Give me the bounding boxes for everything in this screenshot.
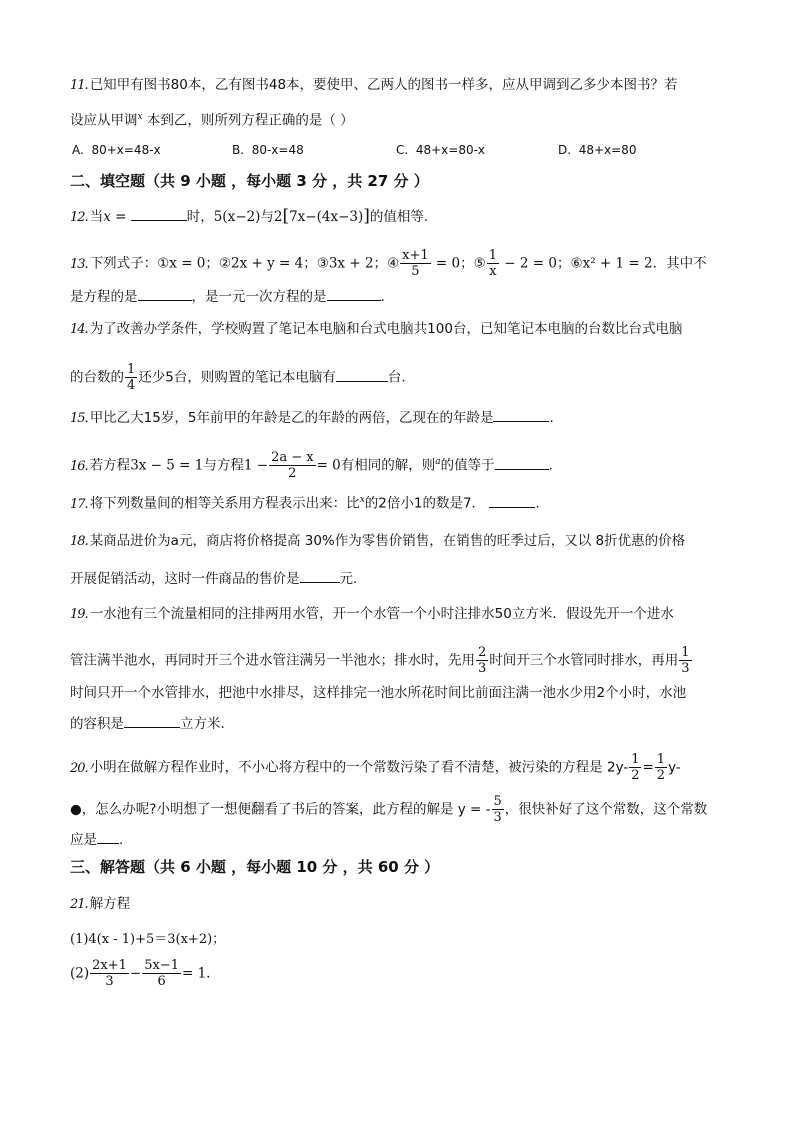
q19-line1 (70, 605, 674, 624)
q17-end: . (535, 495, 540, 512)
q18-number: 18. (70, 534, 88, 549)
q20-blank[interactable] (97, 830, 119, 844)
q15-text: 甲比乙大15岁，5年前甲的年龄是乙的年龄的两倍，乙现在的年龄是 (89, 410, 494, 426)
q16-text-3: 有相同的解，则 (340, 457, 436, 474)
q17-variable: x (359, 495, 365, 505)
frac-denominator: x (489, 264, 497, 279)
q14-text-line1: 为了改善办学条件，学校购置了笔记本电脑和台式电脑共100台，已知笔记本电脑的台数比台式电脑 (89, 321, 683, 337)
frac-denominator: 2 (656, 768, 666, 783)
frac-denominator: 2 (631, 768, 640, 783)
q13-text-1: 下列式子：① (89, 255, 170, 272)
q19-line2 (70, 645, 693, 676)
q12-number: 12. (70, 210, 88, 225)
q18-text-line1: 某商品进价为a元，商店将价格提高 30%作为零售价销售，在销售的旺季过后，又以 8折优惠的价格 (89, 533, 686, 549)
q16-frac (269, 450, 316, 481)
q20-frac-2 (655, 752, 667, 783)
q12-bracket-right: ] (363, 206, 370, 226)
q17-line (70, 491, 540, 514)
q21-frac-2 (142, 958, 181, 989)
q19-text-b: 时间开三个水管同时排水，再用 (489, 652, 679, 669)
q21-title: 解方程 (89, 896, 131, 912)
q12-expr-2-body: 7x−(4x−3) (289, 209, 364, 225)
q17-text-1: 将下列数量间的相等关系用方程表示出来：比 (89, 495, 360, 512)
frac-denominator: 2 (288, 466, 297, 481)
q14-frac (125, 362, 137, 393)
q18-text-a: 开展促销活动，这时一件商品的售价是 (70, 571, 300, 587)
q19-text-line1: 一水池有三个流量相同的注排两用水管，开一个水管一个小时注排水50立方米．假设先开一个进水 (89, 606, 674, 622)
q14-text-b: 还少5台，则购置的笔记本电脑有 (138, 369, 336, 386)
q21-rest: = 1． (182, 965, 220, 982)
q13-blank-1[interactable] (138, 287, 192, 301)
q12-var-x: x (103, 209, 111, 225)
q16-expr-2-a: 1 − (243, 457, 269, 474)
q20-frac-3 (492, 794, 504, 825)
q20-line1 (70, 752, 681, 783)
option-text: 48+x=80-x (415, 143, 486, 157)
q19-blank[interactable] (124, 714, 180, 728)
frac-denominator: 3 (681, 661, 690, 676)
frac-denominator: 3 (105, 974, 114, 989)
q16-blank[interactable] (495, 456, 549, 470)
q19-text-a: 管注满半池水，再同时开三个进水管注满另一半池水；排水时，先用 (70, 652, 475, 669)
q17-number: 17. (70, 496, 88, 512)
frac-numerator: 2a − x (271, 450, 314, 465)
q13-number: 13. (70, 256, 88, 272)
q20-text-line2-b: ，很快补好了这个常数，这个常数 (504, 801, 708, 818)
q13-text-line2-b: ，是一元一次方程的是 (191, 289, 327, 305)
q20-number: 20. (70, 760, 88, 776)
q13-text-3: ；③ (303, 255, 329, 272)
q21-part-2 (70, 958, 220, 989)
frac-denominator: 6 (157, 974, 166, 989)
q19-frac-1 (476, 645, 488, 676)
section-3-heading: 三、解答题（共 6 小题 ，每小题 10 分 ，共 60 分 ） (70, 858, 440, 876)
q13-expr-2: 2x + y = 4 (231, 255, 304, 272)
q11-text-line1: 已知甲有图书80本，乙有图书48本，要使甲、乙两人的图书一样多，应从甲调到乙多少本图书？若 (89, 77, 678, 93)
q12-bracket-left: [ (282, 206, 290, 226)
q15-blank[interactable] (493, 408, 549, 422)
frac-numerator: 1 (656, 752, 666, 767)
q11-option-b (232, 143, 304, 157)
q12-line (70, 207, 428, 227)
q11-line2 (70, 108, 354, 130)
q14-blank[interactable] (336, 368, 388, 382)
q19-line3 (70, 684, 686, 702)
q16-text-4: 的值等于 (440, 457, 495, 474)
q21-number: 21. (70, 897, 88, 912)
q12-expr-2-coef: 2 (273, 209, 283, 225)
q11-number: 11. (70, 78, 88, 93)
frac-denominator: 4 (127, 378, 136, 393)
q12-text-3: 与 (260, 209, 274, 225)
q19-text-line4-b: 立方米. (180, 716, 225, 732)
option-label: D. (558, 143, 572, 157)
q19-frac-2 (679, 645, 691, 676)
q21-frac-1 (90, 958, 129, 989)
frac-denominator: 5 (411, 264, 420, 279)
q13-expr-4-rest: = 0 (431, 255, 461, 272)
q20-line3 (70, 830, 123, 849)
q16-number: 16. (70, 458, 88, 474)
q11-text-b: 本到乙，则所列方程正确的是（ ） (146, 112, 354, 129)
q16-text-1: 若方程 (89, 457, 131, 474)
q19-line4 (70, 714, 225, 733)
frac-numerator: 2x+1 (92, 958, 127, 973)
q20-frac-1 (629, 752, 641, 783)
q13-frac-4 (400, 248, 431, 279)
q13-expr-3: 3x + 2 (328, 255, 374, 272)
q11-line1 (70, 76, 678, 95)
option-text: 80+x=48-x (91, 143, 161, 157)
q14-line2 (70, 362, 406, 393)
frac-denominator: 3 (493, 810, 502, 825)
q13-text-7: ．其中不 (652, 255, 707, 272)
q19-text-line4-a: 的容积是 (70, 716, 124, 732)
frac-numerator: 1 (631, 752, 640, 767)
q13-text-line2-c: . (380, 289, 385, 305)
q14-number: 14. (70, 322, 88, 337)
q14-line1 (70, 320, 682, 339)
frac-numerator: 5x−1 (144, 958, 179, 973)
q13-line2 (70, 287, 385, 306)
q13-text-line2-a: 是方程的是 (70, 289, 138, 305)
q13-expr-6: x² + 1 = 2 (582, 255, 653, 272)
q11-option-a (72, 143, 161, 157)
q18-blank[interactable] (300, 569, 340, 583)
q21-part-1: (1)4(x - 1)+5＝3(x+2)； (70, 932, 226, 947)
q12-text-2: 时， (186, 209, 214, 225)
q21-minus: − (129, 965, 142, 982)
q12-expr-1: 5(x−2) (213, 209, 261, 225)
q13-expr-5-rest: − 2 = 0 (500, 255, 557, 272)
option-text: 80-x=48 (251, 143, 304, 157)
q21-part-2-label: (2) (70, 965, 90, 982)
q13-frac-5 (487, 248, 499, 279)
q12-answer-blank[interactable] (131, 207, 187, 221)
q18-text-b: 元. (339, 571, 358, 587)
q20-text-line3-b: . (119, 832, 124, 848)
q16-variable: a (435, 457, 441, 467)
q20-text-line2-a: ●，怎么办呢?小明想了一想便翻看了书后的答案，此方程的解是 y = - (70, 801, 491, 818)
q19-text-line3: 时间只开一个水管排水，把池中水排尽，这样排完一池水所花时间比前面注满一池水少用2个小时，水池 (70, 685, 687, 701)
frac-denominator: 3 (478, 661, 487, 676)
q16-text-2: 与方程 (203, 457, 244, 474)
q12-equals: = (110, 209, 131, 225)
q11-text-a: 设应从甲调 (70, 112, 138, 129)
q17-text-2: 的2倍小1的数是7． (364, 495, 486, 512)
q13-text-2: ；② (205, 255, 232, 272)
frac-numerator: x+1 (402, 248, 429, 263)
q13-blank-2[interactable] (327, 287, 381, 301)
q16-end: . (548, 457, 553, 474)
option-label: C. (396, 143, 409, 157)
frac-numerator: 2 (478, 645, 487, 660)
q17-blank[interactable] (489, 494, 535, 508)
q18-line2 (70, 569, 357, 588)
q18-line1 (70, 532, 685, 551)
q21-title-line (70, 895, 130, 914)
q11-variable: x (137, 112, 143, 122)
option-label: B. (232, 143, 245, 157)
q20-text-line3-a: 应是 (70, 832, 97, 848)
q13-text-5: ；⑤ (460, 255, 486, 272)
option-text: 48+x=80 (578, 143, 637, 157)
q20-line2 (70, 794, 707, 825)
section-2-heading: 二、填空题（共 9 小题 ，每小题 3 分 ，共 27 分 ） (70, 172, 429, 190)
q12-text-1: 当 (89, 209, 104, 225)
q13-text-4: ；④ (373, 255, 400, 272)
q13-text-6: ；⑥ (556, 255, 583, 272)
q11-option-c (396, 143, 485, 157)
q16-expr-2-rest: = 0 (316, 457, 341, 474)
q15-end: . (549, 410, 554, 426)
q15-number: 15. (70, 411, 88, 426)
q11-option-d (558, 143, 636, 157)
q14-text-c: 台. (387, 369, 406, 386)
q20-text-b: y- (668, 759, 681, 776)
frac-numerator: 5 (493, 794, 502, 809)
q16-line (70, 450, 553, 481)
q12-text-4: 的值相等. (369, 209, 429, 225)
q13-expr-1: x = 0 (169, 255, 206, 272)
q20-equals: = (642, 759, 654, 776)
q19-number: 19. (70, 607, 88, 622)
q20-text-a: 小明在做解方程作业时，不小心将方程中的一个常数污染了看不清楚，被污染的方程是 2y- (89, 759, 629, 776)
q13-line1 (70, 248, 707, 279)
q16-expr-1: 3x − 5 = 1 (130, 457, 204, 474)
frac-numerator: 1 (681, 645, 690, 660)
q14-text-a: 的台数的 (70, 369, 124, 386)
option-label: A. (72, 143, 84, 157)
frac-numerator: 1 (488, 248, 498, 263)
q15-line (70, 408, 554, 428)
frac-numerator: 1 (127, 362, 136, 377)
